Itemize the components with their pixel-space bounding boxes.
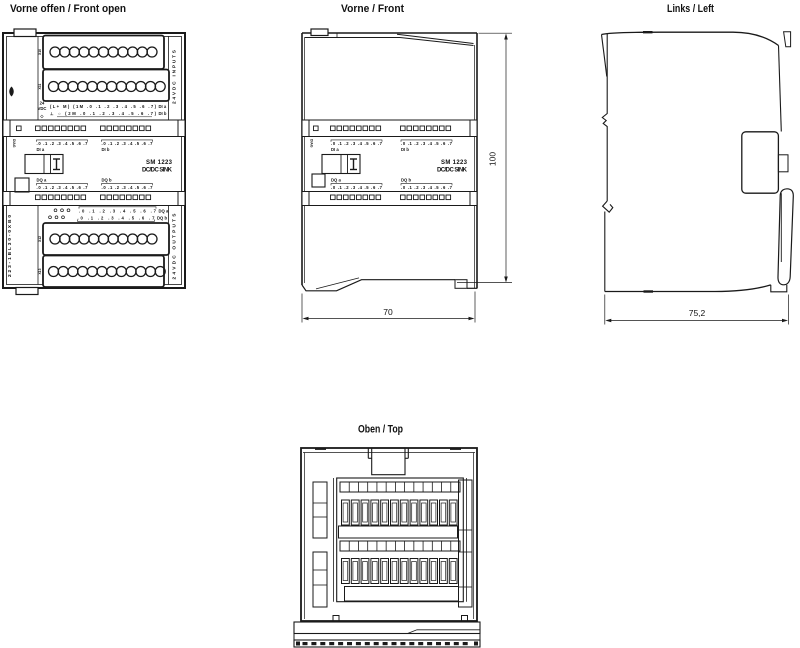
f-dq-b-label: DQ b — [401, 177, 412, 183]
f-dq-a-label: DQ a — [331, 177, 341, 183]
dim-height-value: 100 — [487, 151, 498, 167]
diag-led — [17, 126, 22, 131]
f-dq-b-channels: .0 .1 .2 .3 .4 .5 .6 .7 — [401, 185, 452, 190]
top-left-strip — [313, 482, 327, 607]
dq-a-terminal-label: DQ a — [158, 208, 169, 214]
title-front-open: Vorne offen / Front open — [10, 3, 127, 15]
f-di-b-label: DI b — [401, 146, 409, 152]
input-row2-di-b: DI b — [158, 111, 167, 116]
f-diag-led — [314, 126, 319, 131]
f-di-a-label: DI a — [331, 146, 339, 152]
f-diag-label: DIAG — [309, 139, 314, 148]
ls-lever — [778, 189, 793, 285]
di-b-label: DI b — [101, 146, 110, 152]
clip-symbol — [9, 87, 14, 97]
input-wiring-row2: ⊥ ○ (2M .0 .1 .2 .3 .4 .5 .6 .7) — [50, 111, 157, 116]
fo-door — [25, 155, 63, 174]
dim-height — [457, 33, 512, 282]
di-a-channels: .0 .1 .2 .3 .4 .5 .6 .7 — [36, 140, 88, 146]
input-row1-di-a: DI a — [158, 103, 167, 109]
ls-outline — [602, 32, 791, 292]
f-top-rail-tab — [311, 29, 328, 36]
dq-b-terminal-label: DQ b — [157, 215, 168, 221]
dim-width-value: 70 — [383, 306, 393, 317]
dim-depth-value: 75,2 — [688, 307, 706, 318]
title-front: Vorne / Front — [341, 3, 405, 15]
dq-b-label: DQ b — [101, 177, 112, 183]
top-rail-tab — [368, 448, 408, 475]
dq-b-terminal-row: .0 .1 .2 .3 .4 .5 .6 .7 — [77, 215, 155, 221]
f-module-type: DC/DC SINK — [437, 167, 467, 174]
view-left-side — [602, 32, 794, 325]
fo-led-band1 — [3, 120, 185, 137]
diag-label: DIAG — [12, 139, 16, 148]
terminal-block-x13 — [43, 256, 165, 288]
label-x10: X10 — [37, 48, 42, 56]
f-mode-button — [312, 174, 325, 187]
inputs-strip-label: 24VDC INPUTS — [172, 50, 178, 104]
top-vents — [303, 642, 468, 645]
fo-bottom-rail-tab — [16, 288, 38, 295]
f-door — [322, 155, 360, 174]
ls-door-hinge — [778, 155, 788, 172]
di-b-channels: .0 .1 .2 .3 .4 .5 .6 .7 — [101, 140, 153, 146]
order-number-label: 223-1BL30-0XB0 — [8, 215, 13, 277]
terminal-block-x12 — [43, 223, 169, 255]
outputs-strip-label: 24VDC OUTPUTS — [172, 213, 178, 280]
supply-voltage: 24 — [39, 100, 45, 106]
ls-terminal-door — [742, 132, 779, 193]
di-a-label: DI a — [36, 146, 45, 152]
f-di-b-channels: .0 .1 .2 .3 .4 .5 .6 .7 — [401, 140, 452, 146]
dq-a-label: DQ a — [36, 177, 47, 183]
top-right-strip — [459, 480, 473, 607]
view-top — [294, 448, 480, 647]
fo-mode-button — [15, 178, 29, 192]
view-front-open — [3, 29, 185, 295]
label-x13: X13 — [37, 268, 42, 275]
fo-led-band2 — [3, 192, 185, 206]
top-housing — [294, 448, 480, 647]
title-left: Links / Left — [667, 3, 715, 15]
title-top: Oben / Top — [358, 423, 404, 436]
din-rail-clip — [603, 201, 613, 212]
ls-top-flap — [784, 32, 791, 47]
supply-unit: VDC — [37, 106, 47, 111]
led-squares — [36, 126, 451, 200]
f-module-name: SM 1223 — [441, 160, 467, 166]
label-x11: X11 — [37, 83, 42, 90]
view-front — [302, 29, 512, 323]
dq-a-terminal-row: .0 .1 .2 .3 .4 .5 .6 .7 — [79, 208, 156, 214]
input-wiring-row1: (L+ M) (1M .0 .1 .2 .3 .4 .5 .6 .7) — [50, 103, 157, 109]
f-dq-a-channels: .0 .1 .2 .3 .4 .5 .6 .7 — [331, 185, 382, 190]
earth-symbol: ◇ — [40, 113, 44, 119]
dq-b-channels: .0 .1 .2 .3 .4 .5 .6 .7 — [101, 185, 153, 190]
f-di-a-channels: .0 .1 .2 .3 .4 .5 .6 .7 — [331, 140, 382, 146]
dq-a-channels: .0 .1 .2 .3 .4 .5 .6 .7 — [36, 185, 88, 190]
fo-top-rail-tab — [14, 29, 36, 37]
terminal-block-x10 — [43, 36, 164, 70]
label-x12: X12 — [37, 235, 42, 243]
module-name: SM 1223 — [146, 160, 172, 166]
terminal-block-x11 — [43, 70, 169, 102]
module-type: DC/DC SINK — [142, 167, 172, 174]
